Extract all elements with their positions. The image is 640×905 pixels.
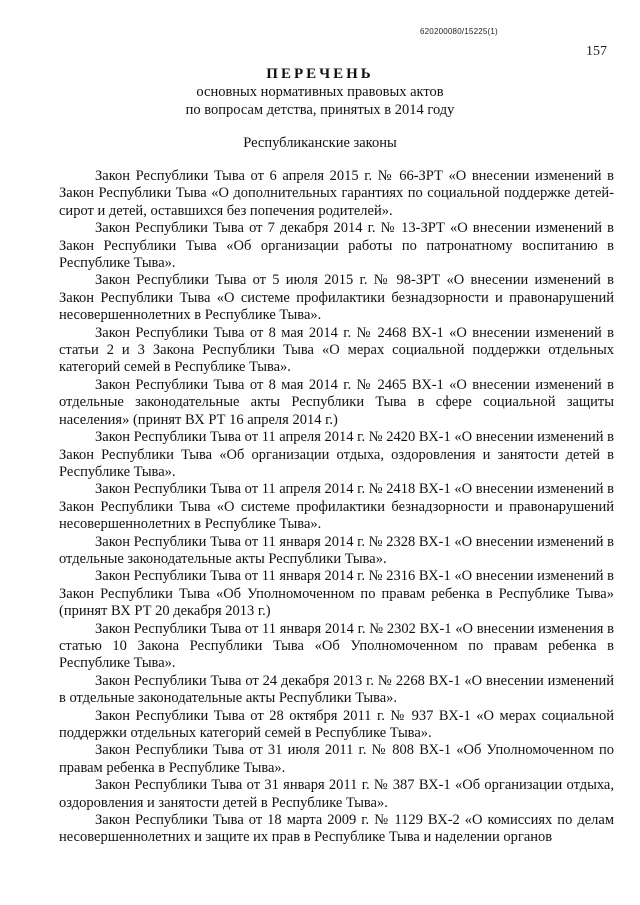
law-list <box>59 168 614 847</box>
law-item: Закон Республики Тыва от 8 мая 2014 г. № 2465 ВХ-1 «О внесении изменений в отдельные законодательные акты Республики Тыва в сфере социальной защиты населения» (принят ВХ РТ 16 апреля 2014 г.) <box>59 376 614 428</box>
document-subtitle-line-1: основных нормативных правовых актов <box>196 84 444 100</box>
law-item: Закон Республики Тыва от 31 июля 2011 г. № 808 ВХ-1 «Об Уполномоченном по правам ребенка в Республике Тыва». <box>59 742 614 776</box>
law-item: Закон Республики Тыва от 11 января 2014 г. № 2302 ВХ-1 «О внесении изменения в статью 10 Закона Республики Тыва «Об Уполномоченном по правам ребенка в Республике Тыва». <box>59 620 614 672</box>
law-item: Закон Республики Тыва от 11 января 2014 г. № 2328 ВХ-1 «О внесении изменений в отдельные законодательные акты Республики Тыва». <box>59 533 614 567</box>
law-item: Закон Республики Тыва от 11 апреля 2014 г. № 2418 ВХ-1 «О внесении изменений в Закон Республики Тыва «О системе профилактики безнадзорности и правонарушений несовершеннолетних в Республике Тыва». <box>59 481 614 533</box>
law-item: Закон Республики Тыва от 8 мая 2014 г. № 2468 ВХ-1 «О внесении изменений в статьи 2 и 3 Закона Республики Тыва «О мерах социальной поддержки отдельных категорий семей в Республике Тыва». <box>59 324 614 376</box>
document-id: 620200080/15225(1) <box>420 27 498 36</box>
law-item: Закон Республики Тыва от 11 января 2014 г. № 2316 ВХ-1 «О внесении изменений в Закон Республики Тыва «Об Уполномоченном по правам ребенка в Республике Тыва» (принят ВХ РТ 20 декабря 2013 г.) <box>59 568 614 620</box>
law-item: Закон Республики Тыва от 28 октября 2011 г. № 937 ВХ-1 «О мерах социальной поддержки отдельных категорий семей в Республике Тыва». <box>59 707 614 741</box>
document-title: ПЕРЕЧЕНЬ <box>266 66 374 82</box>
law-item: Закон Республики Тыва от 7 декабря 2014 г. № 13-ЗРТ «О внесении изменений в Закон Республики Тыва «Об организации работы по патронатному воспитанию в Республике Тыва». <box>59 220 614 272</box>
law-item: Закон Республики Тыва от 6 апреля 2015 г. № 66-ЗРТ «О внесении изменений в Закон Республики Тыва «О дополнительных гарантиях по социальной поддержке детей-сирот и детей, оставшихся без попечения родителей». <box>59 168 614 219</box>
section-heading: Республиканские законы <box>243 135 397 151</box>
law-item: Закон Республики Тыва от 24 декабря 2013 г. № 2268 ВХ-1 «О внесении изменений в отдельные законодательные акты Республики Тыва». <box>59 672 614 707</box>
law-item: Закон Республики Тыва от 31 января 2011 г. № 387 ВХ-1 «Об организации отдыха, оздоровления и занятости детей в Республике Тыва». <box>59 777 614 811</box>
law-item: Закон Республики Тыва от 5 июля 2015 г. № 98-ЗРТ «О внесении изменений в Закон Республики Тыва «О системе профилактики безнадзорности и правонарушений несовершеннолетних в Республике Тыва». <box>59 272 614 324</box>
law-item: Закон Республики Тыва от 18 марта 2009 г. № 1129 ВХ-2 «О комиссиях по делам несовершеннолетних и защите их прав в Республике Тыва и наделении органов <box>59 812 614 846</box>
document-subtitle-line-2: по вопросам детства, принятых в 2014 году <box>185 102 455 118</box>
page-number: 157 <box>586 44 607 59</box>
law-item: Закон Республики Тыва от 11 апреля 2014 г. № 2420 ВХ-1 «О внесении изменений в Закон Республики Тыва «Об организации отдыха, оздоровления и занятости детей в Республике Тыва». <box>59 429 614 480</box>
